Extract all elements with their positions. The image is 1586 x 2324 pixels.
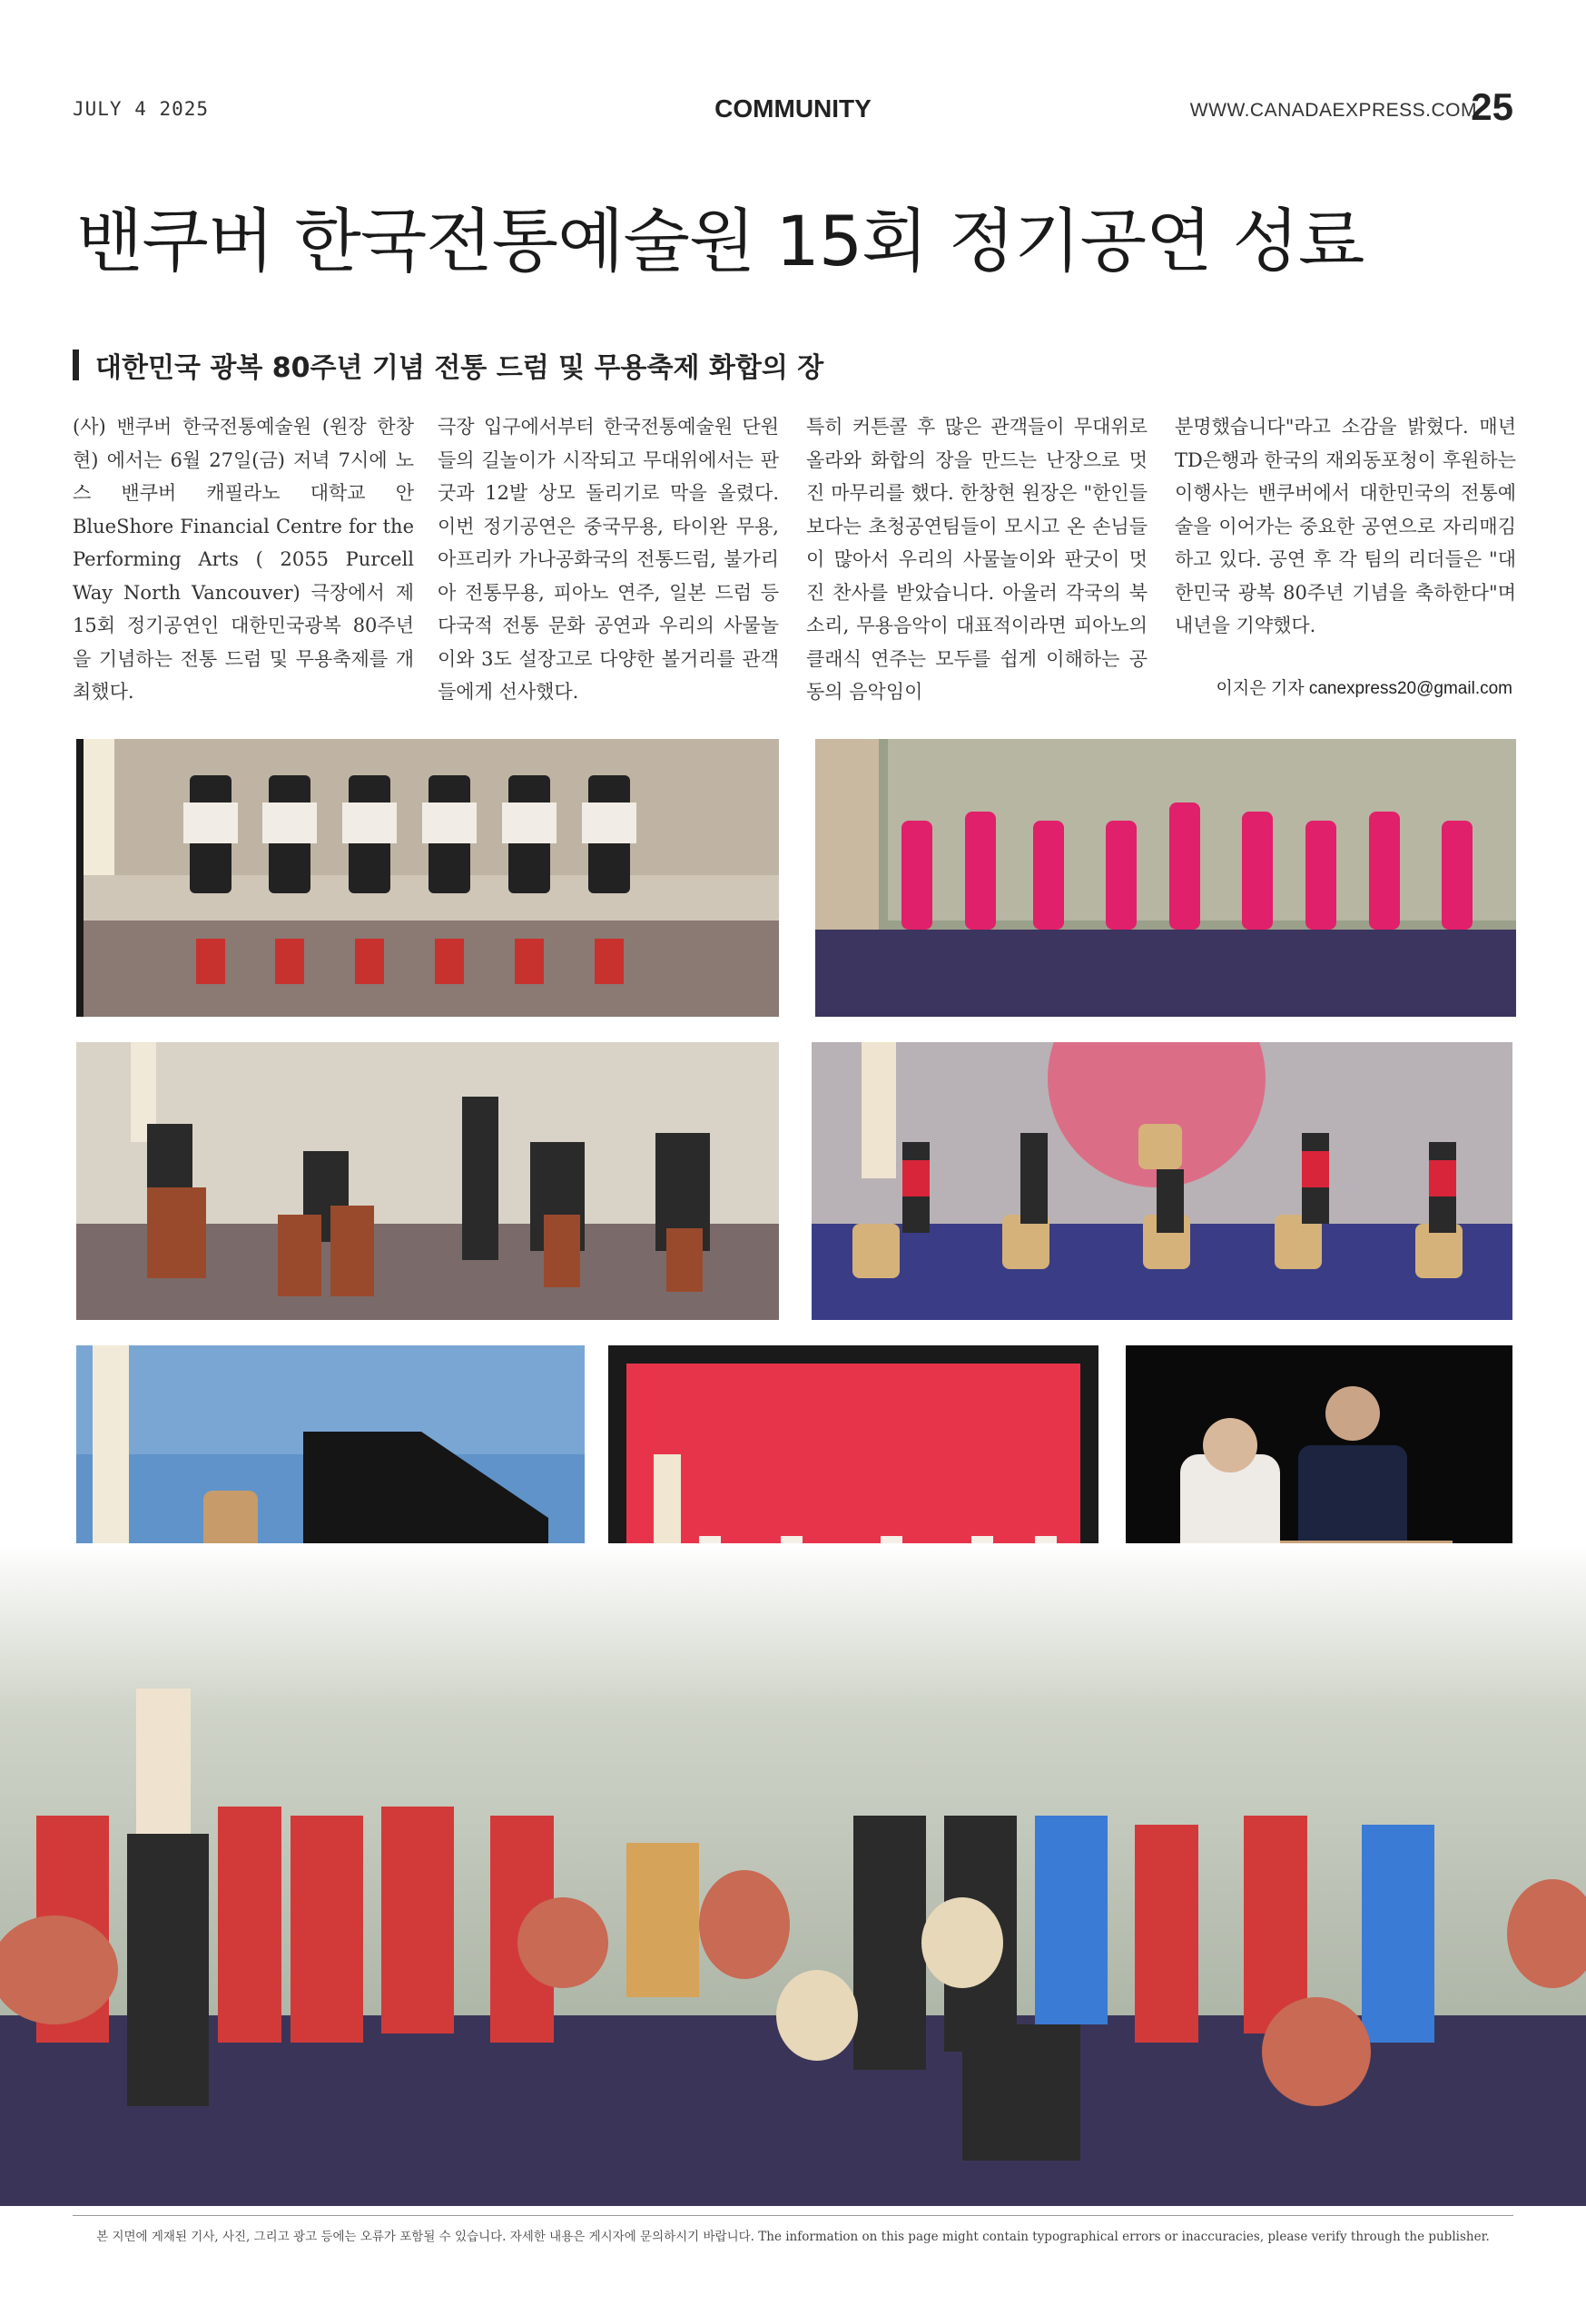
article-column-2: 극장 입구에서부터 한국전통예술원 단원들의 길놀이가 시작되고 무대위에서는 판굿과 12발 상모 돌리기로 막을 올렸다. 이번 정기공연은 중국무용, 타이완 무용,아프리카 가나공화국의 전통드럼, 불가리아 전통무용, 피아노 연주, 일본 드럼 등 다국적 전통 문화 공연과 우리의 사물놀이와 3도 설장고로 다양한 볼거리를 관객들에게 선사했다.: [438, 416, 779, 703]
photo-pink-costume-dance: [815, 739, 1516, 1017]
article-column-1: (사) 밴쿠버 한국전통예술원 (원장 한창현) 에서는 6월 27일(금) 저녁 7시에 노스 밴쿠버 캐필라노 대학교 안 BlueShore Financial Centre for the Performing Arts ( 2055 Purcell Way North Vancouver) 극장에서 제 15회 정기공연인 대한민국광복 80주년을 기념하는 전통 드럼 및 무용축제를 개최했다.: [73, 416, 414, 703]
website-url[interactable]: WWW.CANADAEXPRESS.COM: [1189, 100, 1477, 121]
footer-divider: [73, 2215, 1513, 2216]
article-column-3: 특히 커튼콜 후 많은 관객들이 무대위로 올라와 화합의 장을 만드는 난장으로 멋진 마무리를 했다. 한창현 원장은 "한인들보다는 초청공연팀들이 모시고 온 손님들이 많아서 우리의 사물놀이와 판굿이 멋진 찬사를 받았습니다. 아울러 각국의 북소리, 무용음악이 대표적이라면 피아노의 클래식 연주는 모두를 쉽게 이해하는 공동의 음악임이: [806, 416, 1148, 703]
photo-taiko-drums: [812, 1042, 1512, 1320]
footer-disclaimer: 본 지면에 게재된 기사, 사진, 그리고 광고 등에는 오류가 포함될 수 있습니다. 자세한 내용은 게시자에 문의하시기 바랍니다. The information on this page might contain typographical errors or inaccuracies, please verify through the publisher.: [96, 2230, 1490, 2244]
section-title: COMMUNITY: [714, 94, 872, 123]
photo-finale-group: [0, 1543, 1586, 2206]
photo-bulgarian-dance: [76, 739, 779, 1017]
article-byline: 이지은 기자 canexpress20@gmail.com: [1216, 679, 1512, 698]
issue-date: JULY 4 2025: [73, 98, 210, 120]
article-column-4: 분명했습니다"라고 소감을 밝혔다. 매년 TD은행과 한국의 재외동포청이 후원하는 이행사는 밴쿠버에서 대한민국의 전통예술을 이어가는 중요한 공연으로 자리매김하고 있다. 공연 후 각 팀의 리더들은 "대한민국 광복 80주년 기념을 축하한다"며 내년을 기약했다.: [1175, 416, 1516, 636]
article-headline: 밴쿠버 한국전통예술원 15회 정기공연 성료: [76, 201, 1364, 281]
page-number: 25: [1471, 85, 1513, 128]
photo-african-drums: [76, 1042, 779, 1320]
article-subheadline: 대한민국 광복 80주년 기념 전통 드럼 및 무용축제 화합의 장: [95, 352, 824, 384]
subheadline-marker: [73, 350, 79, 380]
